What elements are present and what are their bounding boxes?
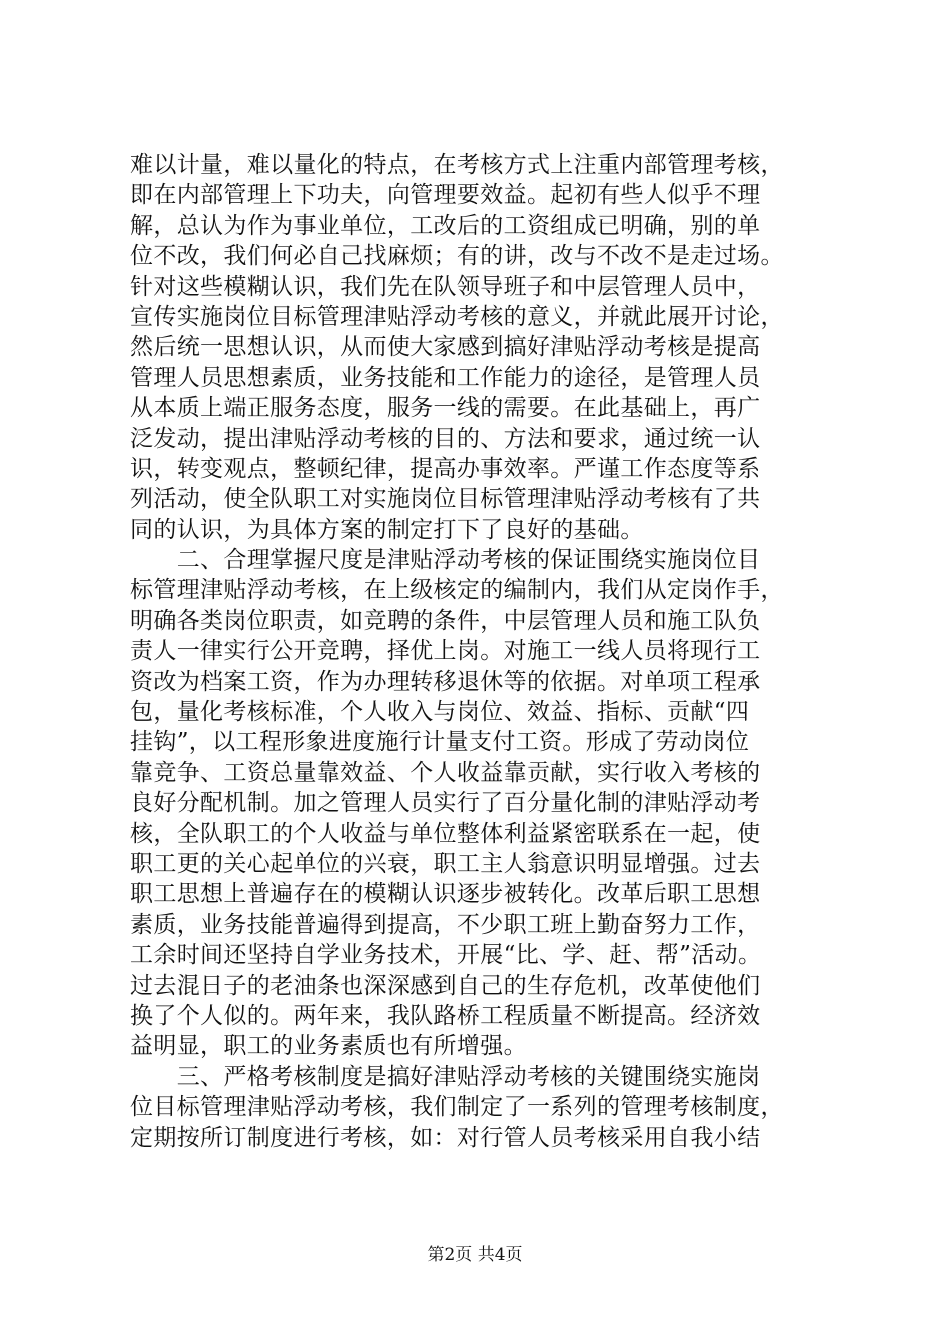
text-line: 同的认识，为具体方案的制定打下了良好的基础。: [130, 516, 644, 543]
text-line: 良好分配机制。加之管理人员实行了百分量化制的津贴浮动考: [130, 790, 761, 817]
text-line: 职工思想上普遍存在的模糊认识逐步被转化。改革后职工思想: [130, 881, 761, 908]
text-line: 识，转变观点，整顿纪律，提高办事效率。严谨工作态度等系: [130, 455, 761, 482]
text-line: 明确各类岗位职责，如竞聘的条件，中层管理人员和施工队负: [130, 607, 761, 634]
text-line: 列活动，使全队职工对实施岗位目标管理津贴浮动考核有了共: [130, 486, 761, 513]
text-line: 定期按所订制度进行考核，如：对行管人员考核采用自我小结: [130, 1124, 761, 1151]
text-line: 核，全队职工的个人收益与单位整体利益紧密联系在一起，使: [130, 820, 761, 847]
text-line: 解，总认为作为事业单位，工改后的工资组成已明确，别的单: [130, 212, 761, 239]
text-line: 泛发动，提出津贴浮动考核的目的、方法和要求，通过统一认: [130, 425, 761, 452]
text-line: 挂钩”，以工程形象进度施行计量支付工资。形成了劳动岗位: [130, 729, 750, 756]
text-line: 工余时间还坚持自学业务技术，开展“比、学、赶、帮”活动。: [130, 942, 762, 969]
text-line: 然后统一思想认识，从而使大家感到搞好津贴浮动考核是提高: [130, 334, 761, 361]
text-line: 换了个人似的。两年来，我队路桥工程质量不断提高。经济效: [130, 1002, 761, 1029]
text-line: 宣传实施岗位目标管理津贴浮动考核的意义，并就此展开讨论，: [130, 303, 784, 330]
page-footer: 第2页 共4页: [427, 1245, 523, 1265]
text-line: 责人一律实行公开竞聘，择优上岗。对施工一线人员将现行工: [130, 638, 761, 665]
text-line: 针对这些模糊认识，我们先在队领导班子和中层管理人员中，: [130, 273, 761, 300]
text-line: 标管理津贴浮动考核，在上级核定的编制内，我们从定岗作手，: [130, 577, 784, 604]
text-line: 资改为档案工资，作为办理转移退休等的依据。对单项工程承: [130, 668, 761, 695]
text-line: 即在内部管理上下功夫，向管理要效益。起初有些人似乎不理: [130, 182, 761, 209]
text-line: 包，量化考核标准，个人收入与岗位、效益、指标、贡献“四: [130, 699, 750, 726]
text-line: 管理人员思想素质，业务技能和工作能力的途径，是管理人员: [130, 364, 761, 391]
text-line: 益明显，职工的业务素质也有所增强。: [130, 1033, 527, 1060]
text-line: 靠竞争、工资总量靠效益、个人收益靠贡献，实行收入考核的: [130, 759, 761, 786]
body-text: [130, 150, 850, 1153]
text-line: 职工更的关心起单位的兴衰，职工主人翁意识明显增强。过去: [130, 850, 761, 877]
text-line: 从本质上端正服务态度，服务一线的需要。在此基础上，再广: [130, 395, 761, 422]
text-line: 位不改，我们何必自己找麻烦；有的讲，改与不改不是走过场。: [130, 243, 784, 270]
text-line: 三、严格考核制度是搞好津贴浮动考核的关键围绕实施岗: [130, 1063, 761, 1090]
text-line: 二、合理掌握尺度是津贴浮动考核的保证围绕实施岗位目: [130, 547, 761, 574]
text-line: 素质，业务技能普遍得到提高，不少职工班上勤奋努力工作，: [130, 911, 761, 938]
text-line: 难以计量，难以量化的特点，在考核方式上注重内部管理考核，: [130, 152, 784, 178]
text-line: 位目标管理津贴浮动考核，我们制定了一系列的管理考核制度，: [130, 1094, 784, 1121]
text-line: 过去混日子的老油条也深深感到自己的生存危机，改革使他们: [130, 972, 761, 999]
